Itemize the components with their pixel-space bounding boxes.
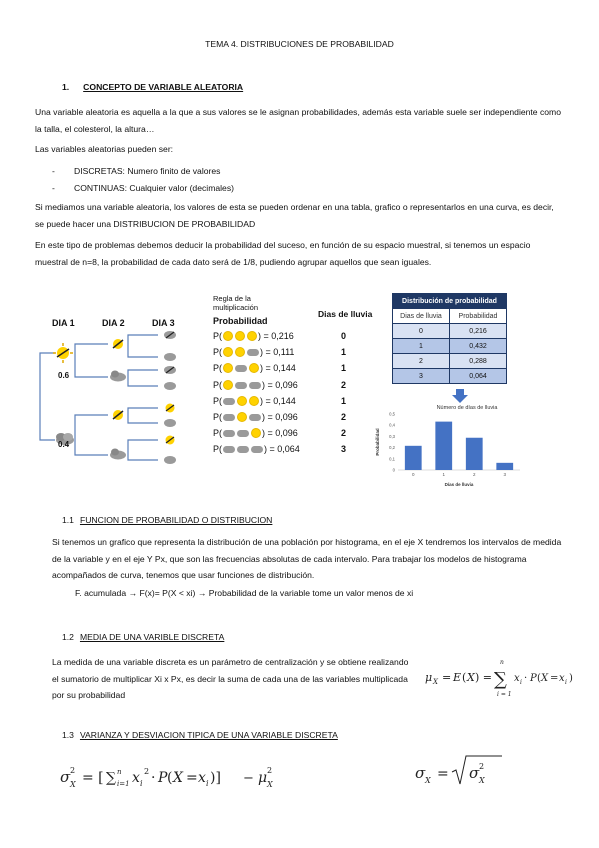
cloud-icon <box>235 365 247 372</box>
cloud-icon <box>251 446 263 453</box>
svg-text:2: 2 <box>70 766 76 775</box>
table-cell: 0,064 <box>450 369 507 384</box>
section-number: 1.2 <box>62 632 74 642</box>
rain-days-value: 2 <box>341 428 347 439</box>
svg-text:=: = <box>186 770 198 786</box>
variance-formula <box>55 752 305 796</box>
svg-text:i = 1: i = 1 <box>497 691 512 698</box>
svg-text:σ: σ <box>469 764 480 782</box>
table-cell: 2 <box>393 354 450 369</box>
day-label: DIA 2 <box>102 318 125 328</box>
svg-text:n: n <box>500 659 504 666</box>
cloud-icon <box>164 456 176 464</box>
cloud-icon <box>223 398 235 405</box>
probability-value: ) = 0,111 <box>260 347 295 358</box>
table-cell: 0 <box>393 324 450 339</box>
probability-value: ) = 0,064 <box>264 444 300 455</box>
svg-text:σ: σ <box>415 764 426 782</box>
probability-prefix: P( <box>213 428 222 439</box>
rain-days-header: Dias de lluvia <box>318 309 373 319</box>
table-row <box>393 324 507 339</box>
sun-icon <box>248 332 256 340</box>
section-number: 1. <box>62 82 70 92</box>
section-heading <box>62 632 224 642</box>
svg-text:∑: ∑ <box>106 770 116 786</box>
svg-text:i=1: i=1 <box>117 780 130 788</box>
section-number: 1.1 <box>62 515 74 525</box>
table-cell: 1 <box>393 339 450 354</box>
sun-icon <box>113 339 123 349</box>
svg-text:=: = <box>437 766 449 782</box>
svg-text:=: = <box>550 673 559 684</box>
cloud-icon <box>164 331 176 339</box>
section-heading <box>62 82 243 92</box>
column-header: Dias de lluvia <box>393 309 450 324</box>
cloud-icon <box>249 414 261 421</box>
table-cell: 3 <box>393 369 450 384</box>
svg-text:P: P <box>158 770 168 786</box>
branch-probability-rain: 0.4 <box>58 440 70 449</box>
svg-text:X: X <box>479 776 485 785</box>
sun-icon <box>224 348 232 356</box>
sun-icon <box>238 413 246 421</box>
probability-prefix: P( <box>213 412 222 422</box>
svg-text:(: ( <box>537 673 541 684</box>
svg-text:i: i <box>206 779 209 788</box>
sun-icon <box>224 364 232 372</box>
cloud-icon <box>223 414 235 421</box>
rain-days-value: 1 <box>341 347 347 358</box>
table-cell: 0,432 <box>450 339 507 354</box>
y-tick-label: 0,3 <box>389 433 395 439</box>
cloud-icon <box>164 419 176 427</box>
cloud-icon <box>235 382 247 389</box>
svg-text:X: X <box>541 673 549 684</box>
y-tick-label: 0,2 <box>389 445 395 451</box>
probability-prefix: P( <box>213 379 222 390</box>
cloud-icon <box>164 353 176 361</box>
branch-probability-sun: 0.6 <box>58 371 70 380</box>
svg-text:x: x <box>514 673 520 684</box>
probability-value: ) = 0,144 <box>260 395 296 406</box>
rain-days-value: 0 <box>341 331 347 341</box>
table-row <box>393 339 507 354</box>
svg-text:X: X <box>467 671 475 684</box>
probability-prefix: P( <box>213 331 222 341</box>
section-title: CONCEPTO DE VARIABLE ALEATORIA <box>83 82 244 92</box>
svg-text:x: x <box>559 673 565 684</box>
x-tick-label: 2 <box>472 472 476 477</box>
svg-text:2: 2 <box>267 766 273 775</box>
sun-icon <box>224 332 232 340</box>
cloud-icon <box>164 382 176 390</box>
sun-icon <box>252 429 260 437</box>
svg-text:(: ( <box>462 671 467 684</box>
svg-text:∑: ∑ <box>494 669 507 690</box>
table-title: Distribución de probabilidad <box>393 294 507 309</box>
y-tick-label: 0,4 <box>389 422 395 428</box>
probability-prefix: P( <box>213 363 222 374</box>
svg-text:X: X <box>267 780 273 789</box>
list-item: - DISCRETAS: Numero finito de valores <box>52 163 552 180</box>
section-heading <box>62 730 338 740</box>
svg-text:i: i <box>565 679 567 686</box>
x-tick-label: 0 <box>411 472 415 477</box>
svg-text:·: · <box>151 770 156 786</box>
sun-icon <box>224 381 232 389</box>
section-title: VARIANZA Y DESVIACION TIPICA DE UNA VARIABLE DISCRETA <box>79 730 338 740</box>
x-axis-label: Días de lluvia <box>444 482 474 487</box>
sun-icon <box>113 410 123 420</box>
std-deviation-formula <box>410 748 520 796</box>
svg-text:μ: μ <box>425 671 433 684</box>
svg-text:2: 2 <box>144 767 150 776</box>
svg-text:(: ( <box>167 770 173 786</box>
bar-chart <box>372 400 528 488</box>
chart-bar <box>496 463 513 470</box>
sun-icon <box>53 343 73 363</box>
paragraph: Una variable aleatoria es aquella a la que a sus valores se le asignan probabilidades, además esta variable suele ser independiente como la talla, el colesterol, la altura… <box>35 107 561 134</box>
svg-text:): ) <box>569 673 573 684</box>
variable-types-list <box>52 163 552 196</box>
page-title: TEMA 4. DISTRIBUCIONES DE PROBABILIDAD <box>205 39 394 49</box>
sun-icon <box>236 348 244 356</box>
y-tick-label: 0 <box>392 467 395 473</box>
svg-text:X: X <box>173 770 183 786</box>
svg-text:n: n <box>117 768 122 776</box>
x-tick-label: 3 <box>503 472 507 477</box>
section-heading <box>62 515 272 525</box>
rain-days-value: 3 <box>341 444 347 455</box>
section-title: FUNCION DE PROBABILIDAD O DISTRIBUCION <box>79 515 273 525</box>
paragraph: En este tipo de problemas debemos deducir la probabilidad del suceso, en función de su espacio muestral, si tenemos un espacio muestral de n=8, la probabilidad de cada dato será de 1/8, pudiendo agrupar aquellos que sean iguales. <box>35 240 531 267</box>
svg-text:)]: )] <box>210 770 221 786</box>
y-tick-label: 0,1 <box>389 456 395 462</box>
paragraph: Las variables aleatorias pueden ser: <box>35 144 174 154</box>
chart-bar <box>405 446 422 470</box>
cloud-icon <box>110 371 126 382</box>
chart-bar <box>466 438 483 470</box>
svg-text:i: i <box>520 679 522 686</box>
svg-text:= [: = [ <box>82 770 104 786</box>
svg-text:P: P <box>530 673 537 684</box>
sun-icon <box>166 404 175 413</box>
probability-header: Probabilidad <box>213 316 268 326</box>
table-row <box>393 354 507 369</box>
sun-icon <box>238 397 246 405</box>
rain-days-value: 1 <box>341 395 347 406</box>
probability-value: ) = 0,216 <box>258 331 294 341</box>
svg-text:x: x <box>132 770 140 786</box>
day-label: DIA 3 <box>152 318 175 328</box>
chart-title: Número de días de lluvia <box>436 405 498 411</box>
rain-days-value: 1 <box>341 363 347 374</box>
svg-text:i: i <box>140 779 143 788</box>
svg-text:·: · <box>524 673 528 684</box>
svg-text:X: X <box>425 776 431 785</box>
column-header: Probabilidad <box>450 309 507 324</box>
probability-prefix: P( <box>213 347 222 358</box>
chart-bar <box>435 422 452 470</box>
cumulative-definition: F. acumulada → F(x)= P(X < xi) → Probabilidad de la variable tome un valor menos de xi <box>75 588 414 598</box>
rule-title: Regla de la multiplicación <box>213 294 259 312</box>
cloud-icon <box>237 446 249 453</box>
paragraph: La medida de una variable discreta es un parámetro de centralización y se obtiene realizando el sumatorio de multiplicar Xi x Px, es decir la suma de cada una de las variables multiplicada por su probabilidad <box>52 657 409 700</box>
svg-text:−: − <box>243 771 254 786</box>
cloud-icon <box>247 349 259 356</box>
svg-text:X: X <box>70 780 76 789</box>
rain-days-value: 2 <box>341 379 347 390</box>
cloud-icon <box>237 430 249 437</box>
paragraph: Si mediamos una variable aleatoria, los valores de esta se pueden ordenar en una tabla, grafico o representarlos en una curva, es decir, se puede hacer una DISTRIBUCION DE PROBABILIDAD <box>35 202 554 229</box>
probability-value: ) = 0,096 <box>262 379 298 390</box>
sun-icon <box>236 332 244 340</box>
sun-icon <box>250 397 258 405</box>
table-cell: 0,216 <box>450 324 507 339</box>
sun-icon <box>166 436 175 445</box>
svg-text:2: 2 <box>479 762 485 771</box>
svg-text:=: = <box>442 671 452 684</box>
svg-text:σ: σ <box>60 768 71 786</box>
cloud-icon <box>223 430 235 437</box>
section-number: 1.3 <box>62 730 74 740</box>
svg-text:x: x <box>198 770 206 786</box>
y-tick-label: 0,5 <box>389 411 395 417</box>
cloud-icon <box>164 366 176 374</box>
paragraph: Si tenemos un grafico que representa la distribución de una población por histograma, en el eje X tendremos los intervalos de medida de la variable y en el eje Y Px, que son las frecuencias absolutas de cada intervalo. Para trabajar los modelos de histograma acompañados de curva, tenemos que usar funciones de distribución. <box>52 537 562 580</box>
svg-text:X: X <box>433 678 438 686</box>
distribution-table <box>392 293 507 384</box>
svg-text:μ: μ <box>258 770 268 786</box>
cloud-icon <box>110 449 126 460</box>
probability-tree <box>30 330 210 470</box>
table-row <box>393 369 507 384</box>
cloud-icon <box>223 446 235 453</box>
section-title: MEDIA DE UNA VARIBLE DISCRETA <box>79 632 225 642</box>
probability-value: ) = 0,144 <box>260 363 296 374</box>
probability-value: ) = 0,096 <box>262 412 298 422</box>
probability-prefix: P( <box>213 395 222 406</box>
list-item: - CONTINUAS: Cualquier valor (decimales) <box>52 180 552 197</box>
probability-value: ) = 0,096 <box>262 428 298 439</box>
day-label: DIA 1 <box>52 318 75 328</box>
x-tick-label: 1 <box>442 472 446 477</box>
sun-icon <box>250 364 258 372</box>
table-cell: 0,288 <box>450 354 507 369</box>
rain-days-value: 2 <box>341 412 347 422</box>
y-axis-label: Probabilidad <box>375 428 380 456</box>
svg-text:) =: ) = <box>475 671 493 684</box>
probability-prefix: P( <box>213 444 222 455</box>
cloud-icon <box>249 382 261 389</box>
svg-text:E: E <box>453 671 462 684</box>
mean-formula <box>420 652 590 702</box>
